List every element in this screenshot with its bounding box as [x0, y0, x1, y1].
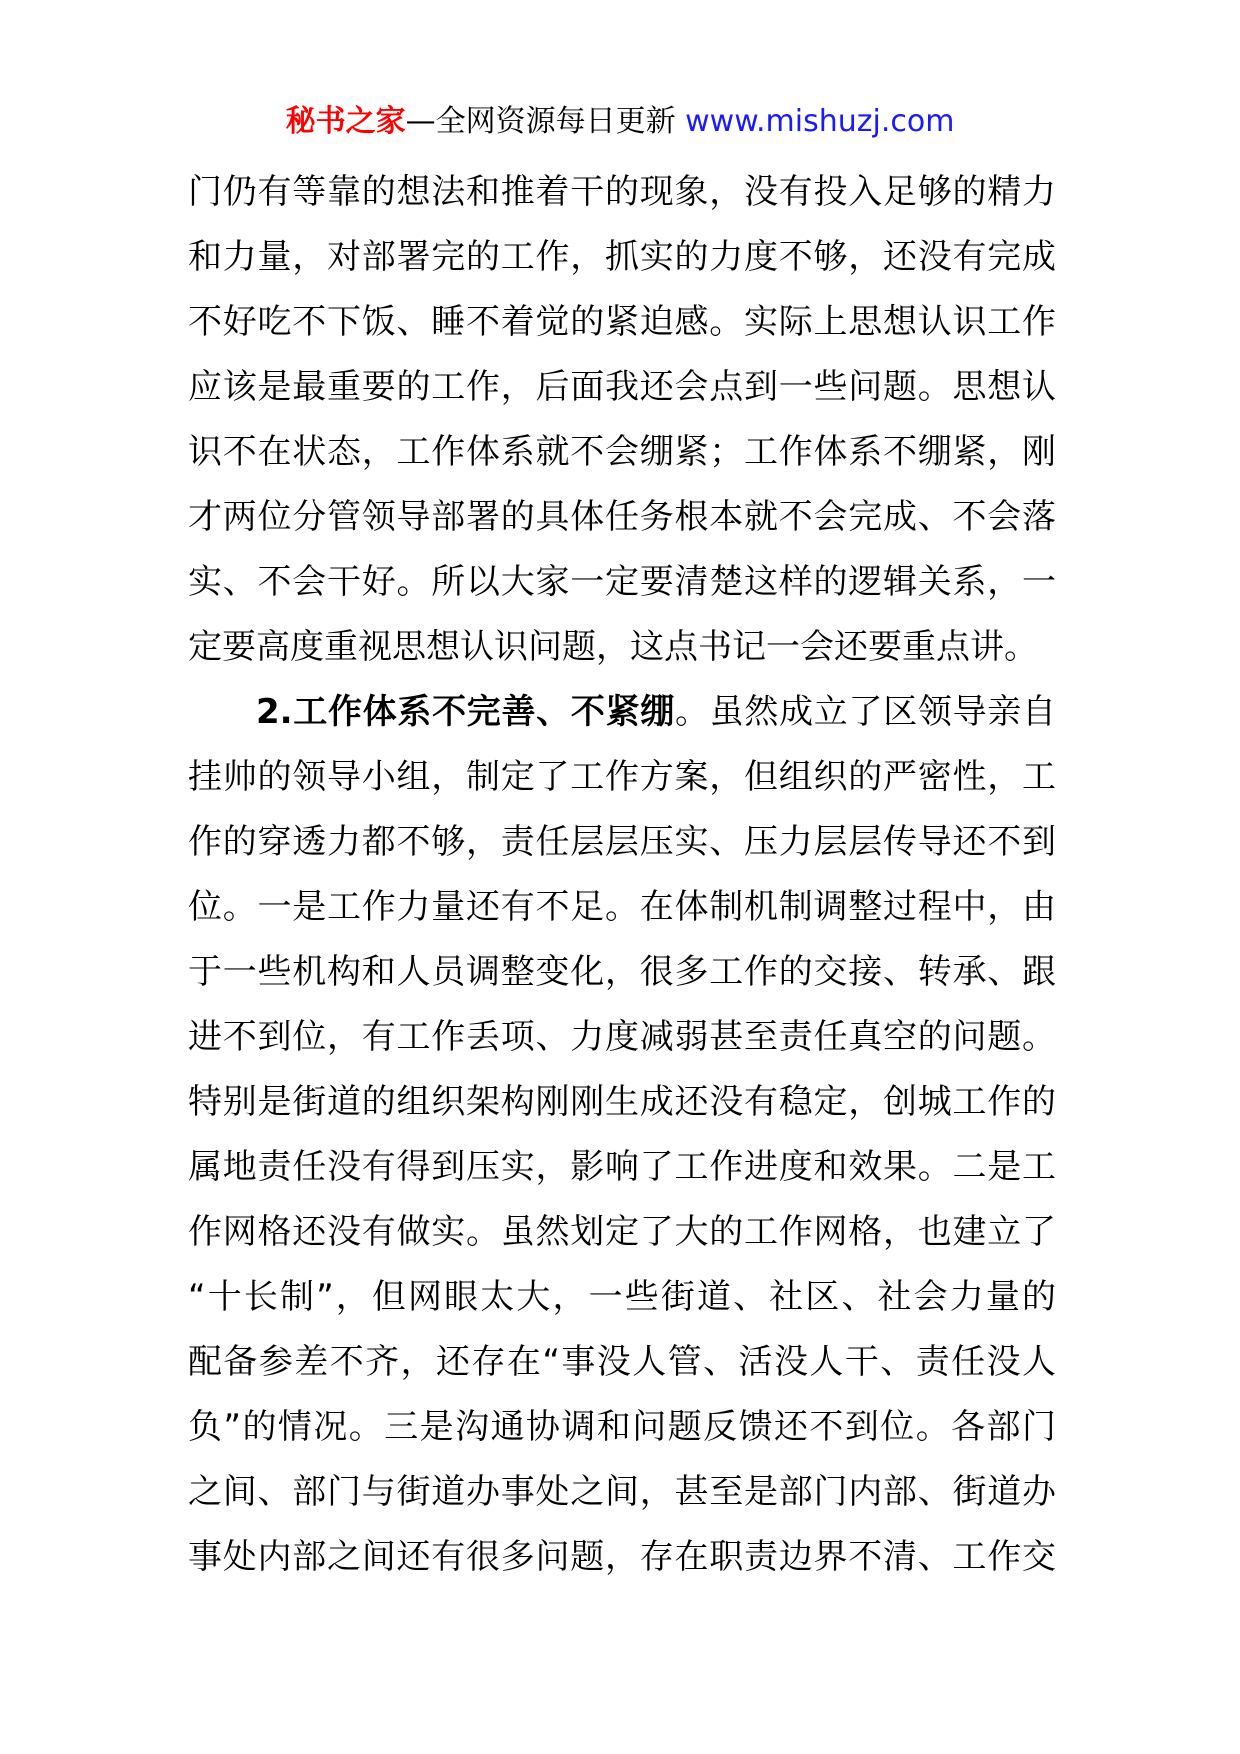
paragraph-1 — [188, 160, 1056, 680]
text-line: 特别是街道的组织架构刚刚生成还没有稳定，创城工作的 — [188, 1082, 1056, 1122]
text-line: 配备参差不齐，还存在“事没人管、活没人干、责任没人 — [188, 1342, 1056, 1382]
text-line: 事处内部之间还有很多问题，存在职责边界不清、工作交 — [188, 1537, 1056, 1577]
text-line: 属地责任没有得到压实，影响了工作进度和效果。二是工 — [188, 1147, 1056, 1187]
text-line: 应该是最重要的工作，后面我还会点到一些问题。思想认 — [188, 367, 1056, 407]
paragraph-2 — [188, 680, 1056, 1590]
text-line: 负”的情况。三是沟通协调和问题反馈还不到位。各部门 — [188, 1407, 1056, 1447]
text-line: 挂帅的领导小组，制定了工作方案，但组织的严密性，工 — [188, 757, 1056, 797]
text-line — [188, 680, 1056, 745]
text-line: 之间、部门与街道办事处之间，甚至是部门内部、街道办 — [188, 1472, 1056, 1512]
text-line: 不好吃不下饭、睡不着觉的紧迫感。实际上思想认识工作 — [188, 302, 1056, 342]
text-line: 实、不会干好。所以大家一定要清楚这样的逻辑关系，一 — [188, 562, 1056, 602]
text-line: 于一些机构和人员调整变化，很多工作的交接、转承、跟 — [188, 952, 1056, 992]
text-line: 作的穿透力都不够，责任层层压实、压力层层传导还不到 — [188, 822, 1056, 862]
text-line: 位。一是工作力量还有不足。在体制机制调整过程中，由 — [188, 887, 1056, 927]
text-line: “十长制”，但网眼太大，一些街道、社区、社会力量的 — [188, 1277, 1056, 1317]
text-line: 定要高度重视思想认识问题，这点书记一会还要重点讲。 — [188, 627, 1038, 667]
text-line: 门仍有等靠的想法和推着干的现象，没有投入足够的精力 — [188, 172, 1056, 212]
text-line: 才两位分管领导部署的具体任务根本就不会完成、不会落 — [188, 497, 1056, 537]
text-line: 和力量，对部署完的工作，抓实的力度不够，还没有完成 — [188, 237, 1056, 277]
site-brand: 秘书之家 — [285, 104, 406, 139]
text-line: 进不到位，有工作丢项、力度减弱甚至责任真空的问题。 — [188, 1017, 1056, 1057]
site-header — [0, 102, 1240, 142]
site-url-link[interactable]: www.mishuzj.com — [685, 104, 955, 139]
section-heading: 2.工作体系不完善、不紧绷 — [256, 692, 675, 732]
text-run: 。虽然成立了区领导亲自 — [674, 692, 1056, 732]
text-line: 作网格还没有做实。虽然划定了大的工作网格，也建立了 — [188, 1212, 1056, 1252]
document-body — [188, 160, 1056, 1590]
text-line: 识不在状态，工作体系就不会绷紧；工作体系不绷紧，刚 — [188, 432, 1056, 472]
site-tagline: —全网资源每日更新 — [405, 104, 676, 139]
